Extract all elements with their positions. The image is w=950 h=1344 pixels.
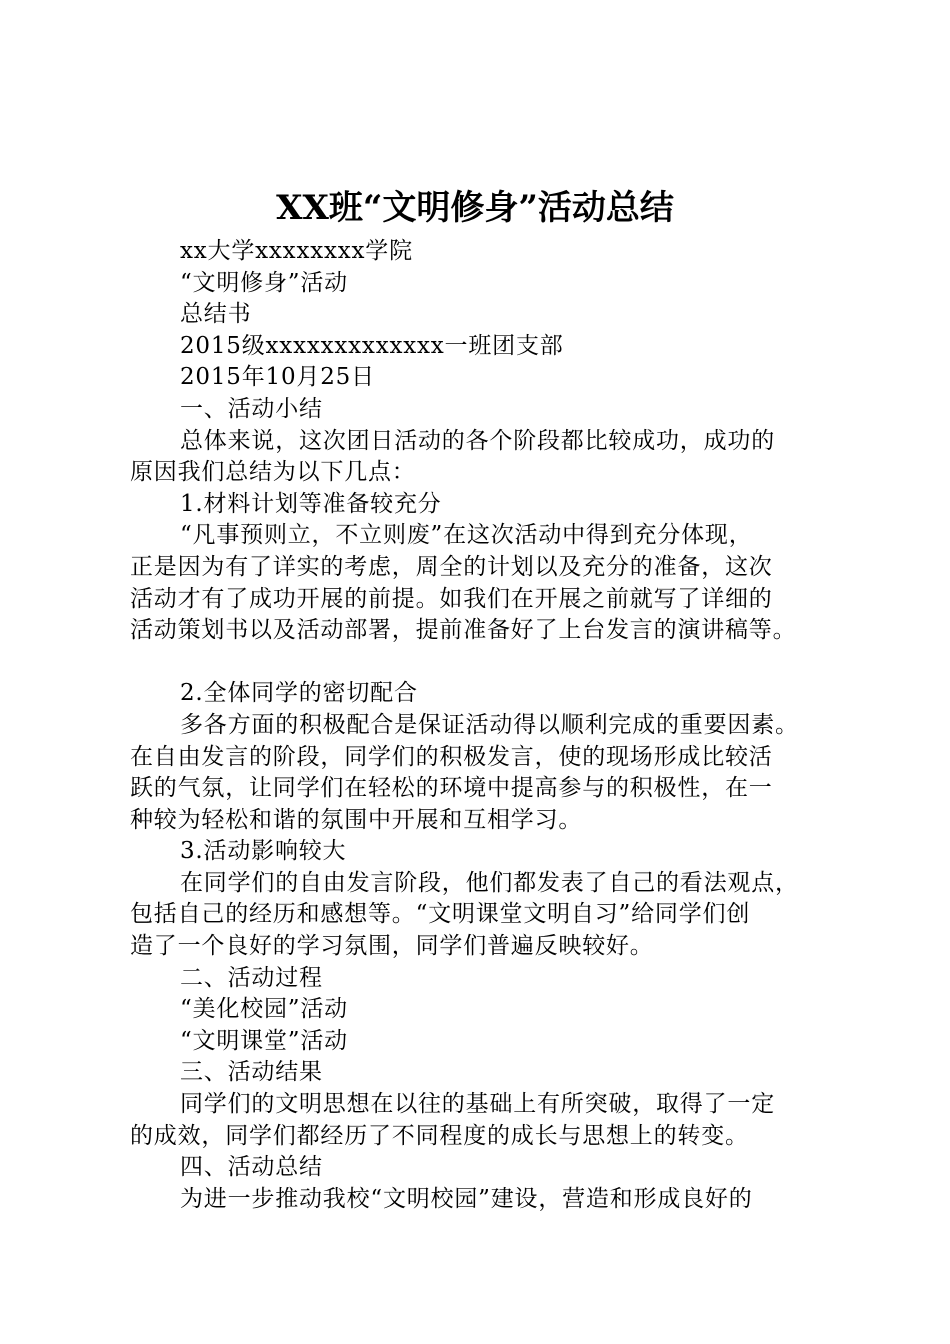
paragraph-line: 总体来说，这次团日活动的各个阶段都比较成功，成功的 [180, 427, 775, 454]
paragraph-line: 活动才有了成功开展的前提。如我们在开展之前就写了详细的 [130, 585, 773, 612]
subsection-heading: 1.材料计划等准备较充分 [180, 490, 442, 517]
document-body [130, 236, 830, 1215]
list-item: “文明课堂”活动 [180, 1027, 348, 1054]
paragraph-line: 原因我们总结为以下几点： [130, 459, 416, 486]
paragraph-line: 同学们的文明思想在以往的基础上有所突破，取得了一定 [180, 1091, 775, 1118]
branch-name-line: 2015级xxxxxxxxxxxxx一班团支部 [180, 332, 564, 359]
activity-name-line: “文明修身”活动 [180, 269, 348, 296]
section-heading: 三、活动结果 [180, 1059, 323, 1086]
summary-label-line: 总结书 [180, 301, 252, 328]
paragraph-line: 在自由发言的阶段，同学们的积极发言，使的现场形成比较活 [130, 743, 773, 770]
paragraph-line: 跃的气氛，让同学们在轻松的环境中提高参与的积极性，在一 [130, 775, 773, 802]
paragraph-line: 的成效，同学们都经历了不同程度的成长与思想上的转变。 [130, 1122, 749, 1149]
paragraph-line: 多各方面的积极配合是保证活动得以顺利完成的重要因素。 [180, 711, 799, 738]
section-heading: 一、活动小结 [180, 395, 323, 422]
school-name-line: xx大学xxxxxxxx学院 [180, 238, 413, 264]
document-title: XX班“文明修身”活动总结 [276, 188, 674, 228]
section-heading: 四、活动总结 [180, 1154, 323, 1181]
section-heading: 二、活动过程 [180, 964, 323, 991]
list-item: “美化校园”活动 [180, 996, 348, 1023]
paragraph-line: 包括自己的经历和感想等。“文明课堂文明自习”给同学们创 [130, 901, 751, 928]
paragraph-line: 正是因为有了详实的考虑，周全的计划以及充分的准备，这次 [130, 553, 773, 580]
paragraph-line: 在同学们的自由发言阶段，他们都发表了自己的看法观点， [180, 869, 799, 896]
paragraph-line: “凡事预则立，不立则废”在这次活动中得到充分体现， [180, 522, 753, 549]
paragraph-line: 为进一步推动我校“文明校园”建设，营造和形成良好的 [180, 1185, 753, 1212]
blank-line [130, 647, 830, 679]
date-line: 2015年10月25日 [180, 364, 375, 391]
subsection-heading: 2.全体同学的密切配合 [180, 680, 418, 707]
paragraph-line: 造了一个良好的学习氛围，同学们普遍反映较好。 [130, 933, 654, 960]
subsection-heading: 3.活动影响较大 [180, 838, 347, 865]
paragraph-line: 活动策划书以及活动部署，提前准备好了上台发言的演讲稿等。 [130, 617, 797, 644]
paragraph-line: 种较为轻松和谐的氛围中开展和互相学习。 [130, 806, 583, 833]
